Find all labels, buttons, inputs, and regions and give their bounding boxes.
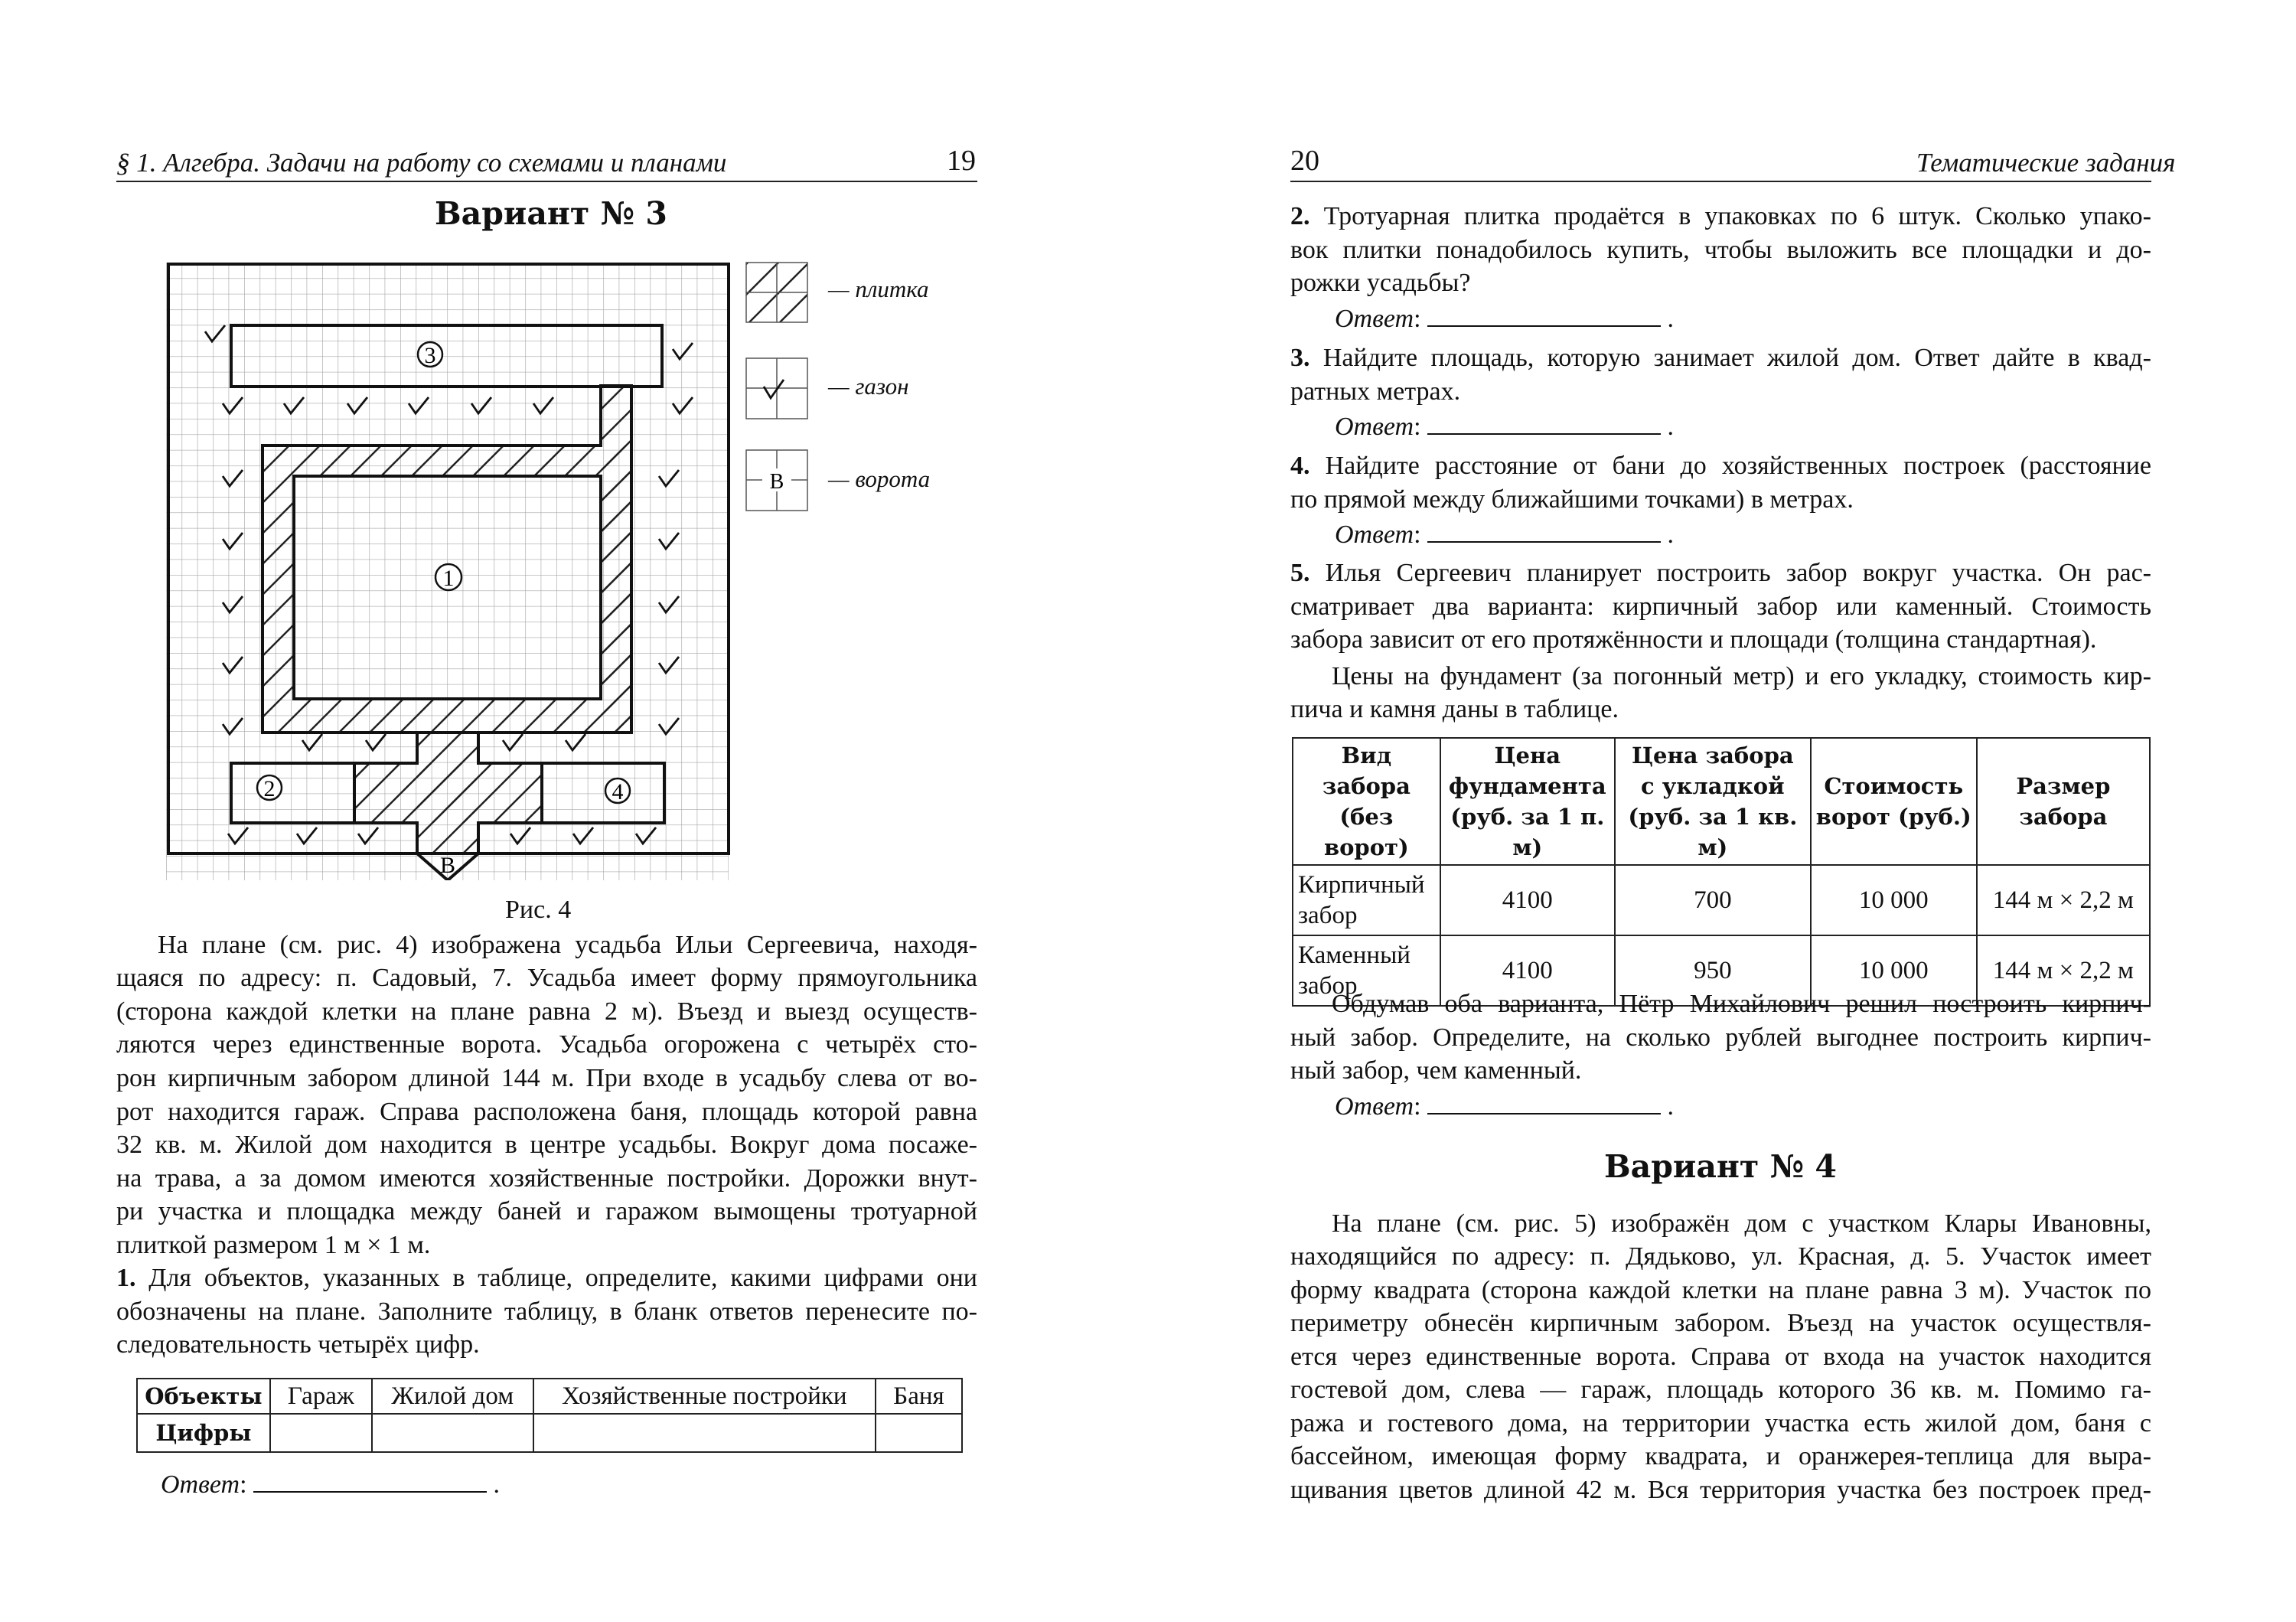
legend-gate-label: — ворота <box>828 465 931 492</box>
variant4-line: находящийся по адресу: п. Дядьково, ул. Красная, д. 5. Участок имеет <box>1290 1242 2151 1271</box>
label-outbuildings: 3 <box>424 343 436 368</box>
legend-tile-box <box>746 263 807 322</box>
objects-table <box>136 1378 963 1453</box>
variant4-line: На плане (см. рис. 5) изображён дом с участком Клары Ивановны, <box>1332 1209 2151 1238</box>
task5-line: сматривает два варианта: кирпичный забор или каменный. Стоимость <box>1290 592 2151 621</box>
intro-line: На плане (см. рис. 4) изображена усадьба Ильи Сергеевича, находя- <box>158 931 977 959</box>
conclusion-line: Обдумав оба варианта, Пётр Михайлович решил построить кирпич- <box>1332 990 2151 1018</box>
intro-line: на трава, а за домом имеются хозяйственные постройки. Дорожки внут- <box>116 1164 977 1193</box>
digit-cell[interactable] <box>270 1414 372 1452</box>
plan-figure <box>153 253 995 880</box>
task2-line: рожки усадьбы? <box>1290 269 1471 297</box>
intro-line: 32 кв. м. Жилой дом находится в центре усадьбы. Вокруг дома посаже- <box>116 1131 977 1159</box>
price-table <box>1292 737 2151 1007</box>
answer-task2: Ответ: . <box>1335 302 1674 334</box>
task5-line: Цены на фундамент (за погонный метр) и его укладку, стоимость кир- <box>1332 662 2151 690</box>
task3-line: ратных метрах. <box>1290 377 1461 406</box>
plan-label-outbuildings <box>418 342 442 368</box>
variant3-title: Вариант № 3 <box>435 195 667 232</box>
intro-line: рон кирпичным забором длиной 144 м. При входе в усадьбу слева от во- <box>116 1064 977 1092</box>
left-page-number: 19 <box>947 145 976 177</box>
label-house: 1 <box>442 566 455 591</box>
conclusion-line: ный забор, чем каменный. <box>1290 1056 1582 1085</box>
left-header-title: § 1. Алгебра. Задачи на работу со схемами и планами <box>116 148 727 178</box>
answer-line[interactable] <box>1427 518 1661 543</box>
price-header-size: Размер забора <box>1977 738 2150 865</box>
variant4-line: щивания цветов длиной 42 м. Вся территория участка без построек пред- <box>1290 1476 2151 1504</box>
digits-row-header: Цифры <box>137 1414 270 1452</box>
intro-line: рот находится гараж. Справа расположена баня, площадь которой равна <box>116 1098 977 1126</box>
intro-line: плиткой размером 1 м × 1 м. <box>116 1231 431 1259</box>
variant4-line: гостевой дом, слева — гараж, площадь которого 36 кв. м. Помимо га- <box>1290 1376 2151 1404</box>
objects-col-garage: Гараж <box>270 1379 372 1414</box>
variant4-line: форму квадрата (сторона каждой клетки на плане равна 3 м). Участок по <box>1290 1276 2151 1304</box>
right-page-number: 20 <box>1290 145 1319 177</box>
variant4-line: периметру обнесён кирпичным забором. Въезд на участок осуществля- <box>1290 1309 2151 1337</box>
legend-tile-label: — плитка <box>828 276 929 302</box>
price-row-gate: 10 000 <box>1811 935 1977 1006</box>
price-row-size: 144 м × 2,2 м <box>1977 865 2150 935</box>
price-header-type: Вид забора (без ворот) <box>1293 738 1440 865</box>
task2-line: вок плитки понадобилось купить, чтобы выложить все площадки и до- <box>1290 236 2151 264</box>
figure-caption: Рис. 4 <box>505 896 572 924</box>
task4-line: Найдите расстояние от бани до хозяйственных построек (расстояние <box>1325 452 2152 480</box>
answer-task1: Ответ: . <box>161 1468 500 1500</box>
answer-line[interactable] <box>1427 1090 1661 1115</box>
price-header-foundation: Цена фундамента (руб. за 1 п. м) <box>1440 738 1615 865</box>
task1-number: 1. <box>116 1264 136 1292</box>
price-row-foundation: 4100 <box>1440 865 1615 935</box>
intro-line: (сторона каждой клетки на плане равна 2 м). Въезд и выезд осуществ- <box>116 997 977 1026</box>
answer-task5: Ответ: . <box>1335 1090 1674 1121</box>
right-header-rule <box>1290 181 2151 182</box>
objects-col-house: Жилой дом <box>372 1379 533 1414</box>
intro-line: ляются через единственные ворота. Усадьба огорожена с четырёх сто- <box>116 1030 977 1059</box>
price-row-type: Кирпичный забор <box>1293 865 1440 935</box>
digit-cell[interactable] <box>372 1414 533 1452</box>
answer-line[interactable] <box>1427 302 1661 327</box>
task1-line: обозначены на плане. Заполните таблицу, в бланк ответов перенесите по- <box>116 1297 977 1326</box>
variant4-line: ется через единственные ворота. Справа от входа на участок находится <box>1290 1343 2151 1371</box>
legend-gate-box <box>746 450 807 511</box>
objects-col-outbuildings: Хозяйственные постройки <box>533 1379 876 1414</box>
objects-col-bath: Баня <box>876 1379 962 1414</box>
right-header-title: Тематические задания <box>1916 148 2176 178</box>
price-header-gate: Стоимость ворот (руб.) <box>1811 738 1977 865</box>
variant4-line: бассейном, имеющая форму квадрата, и оранжерея-теплица для выра- <box>1290 1442 2151 1470</box>
answer-task3: Ответ: . <box>1335 410 1674 442</box>
price-row-type: Каменный забор <box>1293 935 1440 1006</box>
task5-line: Илья Сергеевич планирует построить забор вокруг участка. Он рас- <box>1325 559 2152 587</box>
intro-line: щаяся по адресу: п. Садовый, 7. Усадьба имеет форму прямоугольника <box>116 964 977 992</box>
label-gate: В <box>439 853 456 878</box>
digit-cell[interactable] <box>533 1414 876 1452</box>
variant4-title: Вариант № 4 <box>1604 1148 1837 1185</box>
task1-line: следовательность четырёх цифр. <box>116 1330 480 1359</box>
price-row-foundation: 4100 <box>1440 935 1615 1006</box>
label-bath: 4 <box>612 779 624 804</box>
answer-task4: Ответ: . <box>1335 518 1674 550</box>
plan-label-garage <box>257 775 282 801</box>
plan-label-bath <box>605 778 630 804</box>
label-garage: 2 <box>263 776 276 801</box>
task2-line: Тротуарная плитка продаётся в упаковках по 6 штук. Сколько упако- <box>1323 202 2151 230</box>
price-row-gate: 10 000 <box>1811 865 1977 935</box>
plan-label-house <box>435 564 461 591</box>
legend-gate-symbol: В <box>769 470 784 494</box>
legend-lawn-box <box>746 358 807 419</box>
table-row <box>1293 865 2150 935</box>
objects-row-header: Объекты <box>137 1379 270 1414</box>
digit-cell[interactable] <box>876 1414 962 1452</box>
task3-line: Найдите площадь, которую занимает жилой дом. Ответ дайте в квад- <box>1322 344 2151 372</box>
task5-line: пича и камня даны в таблице. <box>1290 695 1619 723</box>
variant4-line: ража и гостевого дома, на территории участка есть жилой дом, баня с <box>1290 1409 2151 1438</box>
intro-line: ри участка и площадка между баней и гаражом вымощены тротуарной <box>116 1197 977 1225</box>
conclusion-line: ный забор. Определите, на сколько рублей выгоднее построить кирпич- <box>1290 1023 2151 1052</box>
task5-line: забора зависит от его протяжённости и площади (толщина стандартная). <box>1290 625 2097 654</box>
task4-line: по прямой между ближайшими точками) в метрах. <box>1290 485 1854 514</box>
answer-label: Ответ <box>161 1470 240 1499</box>
answer-line[interactable] <box>253 1468 487 1493</box>
left-header-rule <box>116 181 977 182</box>
answer-line[interactable] <box>1427 410 1661 435</box>
price-row-size: 144 м × 2,2 м <box>1977 935 2150 1006</box>
price-row-laying: 950 <box>1615 935 1811 1006</box>
price-row-laying: 700 <box>1615 865 1811 935</box>
task1-line: Для объектов, указанных в таблице, определите, какими цифрами они <box>148 1264 977 1292</box>
legend-lawn-label: — газон <box>828 373 909 400</box>
right-page: 20 Тематические задания 2. Тротуарная плитка продаётся в упаковках по 6 штук. Сколько упако- вок плитки понадобилось купить, чтобы выложить все площадки и до- рожки усадьбы? Ответ: . 3. Найдите площадь, которую занимает жилой дом. Ответ дайте в квад- ратных метрах. Ответ: . 4. Найдите расстояние от бани до хозяйственных построек (расстояние по прямой между ближайшими точками) в метрах. Ответ: . 5. Илья Сергеевич планирует построить забор вокруг участка. Он рас- сматривает два варианта: кирпичный забор или каменный. Стоимость забора зависит от его протяжённости и площади (толщина стандартная). Цены на фундамент (за погонный метр) и его укладку, стоимость кир- пича и камня даны в таблице. Вид забора (без ворот) Цена фундамента (руб. за 1 п. м) Цена забора с укладкой (руб. за 1 кв. м) Стоимость ворот (руб.) Размер забора Кирпичный забор 4100 700 10 000 144 м × 2,2 м Каменный забор 4100 950 10 000 144 м × 2,2 м Обдумав оба варианта, Пётр Михайлович решил построить кирпич- ный забор. Определите, на сколько рублей выгоднее построить кирпич- ный забор, чем каменный. Ответ: . Вариант № 4 На плане (см. рис. 5) изображён дом с участком Клары Ивановны, находящийся по адресу: п. Дядьково, ул. Красная, д. 5. Участок имеет форму квадрата (сторона каждой клетки на плане равна 3 м). Участок по периметру обнесён кирпичным забором. Въезд на участок осуществля- ется через единственные ворота. Справа от входа на участок находится гостевой дом, слева — гараж, площадь которого 36 кв. м. Помимо га- ража и гостевого дома, на территории участка есть жилой дом, баня с бассейном, имеющая форму квадрата, и оранжерея-теплица для выра- щивания цветов длиной 42 м. Вся территория участка без построек пред- <box>1290 145 2176 1504</box>
price-header-laying: Цена забора с укладкой (руб. за 1 кв. м) <box>1615 738 1811 865</box>
